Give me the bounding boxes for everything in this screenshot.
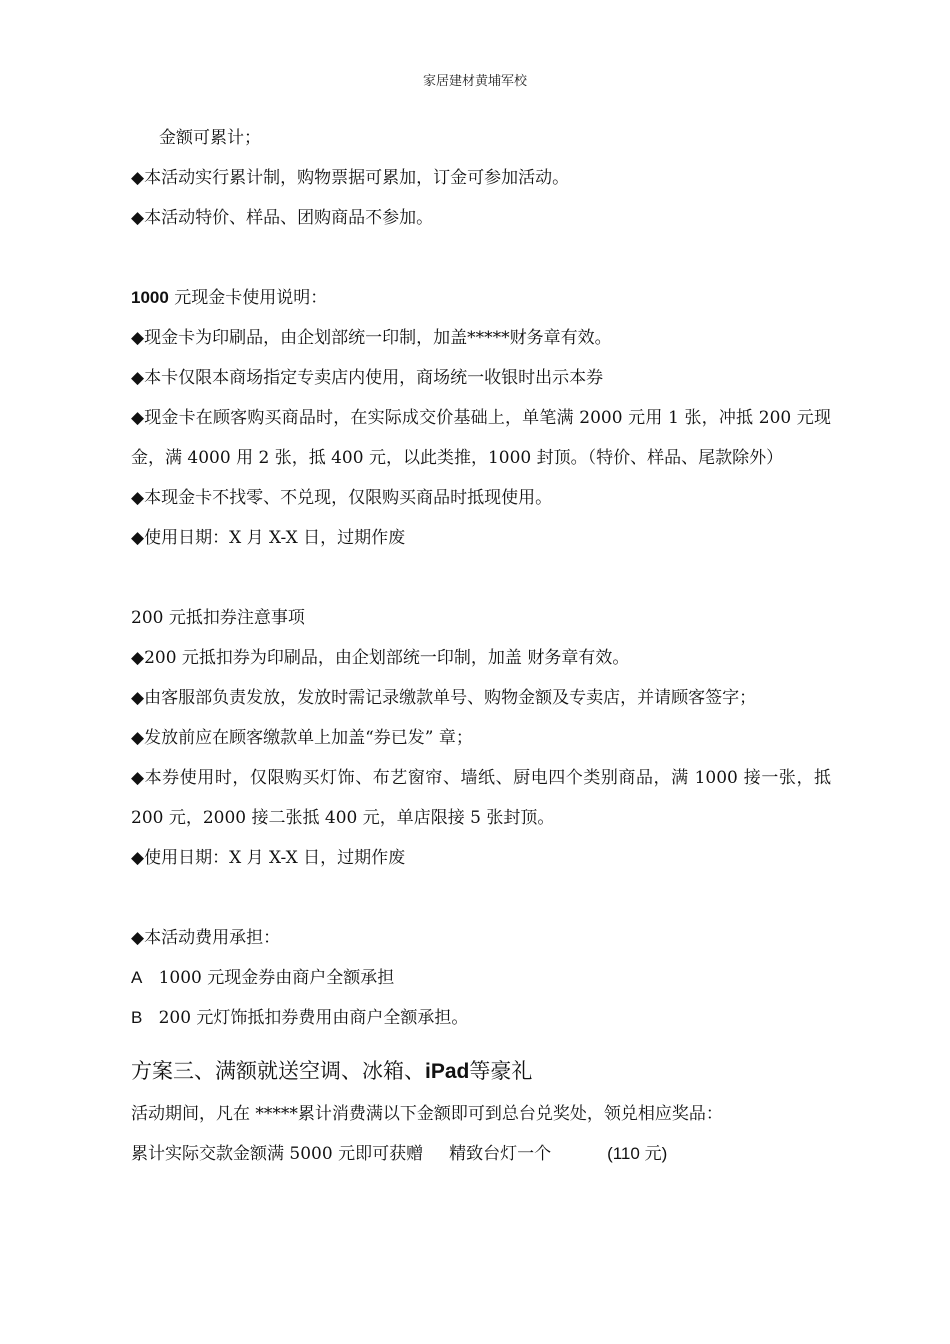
plan3-heading — [131, 1048, 831, 1094]
bullet-item: ◆200 元抵扣券为印刷品，由企划部统一印制，加盖 财务章有效。 — [131, 648, 630, 668]
page-header: 家居建材黄埔军校 — [422, 74, 527, 89]
cash-card-amount: 1000 — [131, 288, 169, 307]
bullet-item: ◆本现金卡不找零、不兑现，仅限购买商品时抵现使用。 — [131, 488, 553, 508]
cost-a-text: 1000 元现金券由商户全额承担 — [158, 968, 395, 988]
bullet-item: ◆发放前应在顾客缴款单上加盖“券已发” 章； — [131, 728, 473, 748]
bullet-item: ◆使用日期：X 月 X-X 日，过期作废 — [131, 528, 406, 548]
section-title-cash-card — [131, 278, 831, 318]
bullet-item: ◆由客服部负责发放，发放时需记录缴款单号、购物金额及专卖店，并请顾客签字； — [131, 688, 757, 708]
cost-a-label: A — [131, 968, 143, 987]
reward-condition: 累计实际交款金额满 5000 元即可获赠 — [131, 1144, 424, 1164]
bullet-item: ◆本活动实行累计制，购物票据可累加，订金可参加活动。 — [131, 168, 570, 188]
bullet-item: ◆使用日期：X 月 X-X 日，过期作废 — [131, 848, 406, 868]
bullet-item: ◆本券使用时，仅限购买灯饰、布艺窗帘、墙纸、厨电四个类别商品，满 1000 接一张，抵 200 元，2000 接二张抵 400 元，单店限接 5 张封顶。 — [131, 768, 831, 828]
bullet-item: ◆本活动特价、样品、团购商品不参加。 — [131, 208, 434, 228]
reward-row — [131, 1134, 831, 1174]
bullet-item: ◆现金卡在顾客购买商品时，在实际成交价基础上，单笔满 2000 元用 1 张，冲抵 200 元现金，满 4000 用 2 张，抵 400 元，以此类推，1000 封顶。（特价、样品、尾款除外） — [131, 408, 831, 468]
plan3-intro: 活动期间，凡在 *****累计消费满以下金额即可到总台兑奖处，领兑相应奖品： — [131, 1104, 723, 1124]
cost-item-b — [131, 998, 831, 1038]
section-title-coupon: 200 元抵扣券注意事项 — [131, 608, 305, 628]
cost-b-label: B — [131, 1008, 143, 1027]
section-title-cost: ◆本活动费用承担： — [131, 928, 281, 948]
plan3-heading-pre: 方案三、满额就送空调、冰箱、 — [131, 1059, 425, 1083]
reward-item: 精致台灯一个 — [449, 1144, 552, 1164]
bullet-item: ◆现金卡为印刷品，由企划部统一印制，加盖*****财务章有效。 — [131, 328, 612, 348]
cost-item-a — [131, 958, 831, 998]
document-body — [131, 118, 831, 1174]
plan3-heading-ipad: iPad — [425, 1060, 470, 1083]
text-line: 金额可累计； — [159, 128, 261, 148]
plan3-heading-post: 等豪礼 — [469, 1059, 533, 1083]
reward-value: (110 元) — [607, 1144, 668, 1163]
bullet-item: ◆本卡仅限本商场指定专卖店内使用，商场统一收银时出示本券 — [131, 368, 604, 388]
cash-card-title-text: 元现金卡使用说明： — [174, 288, 328, 308]
cost-b-text: 200 元灯饰抵扣券费用由商户全额承担。 — [158, 1008, 469, 1028]
